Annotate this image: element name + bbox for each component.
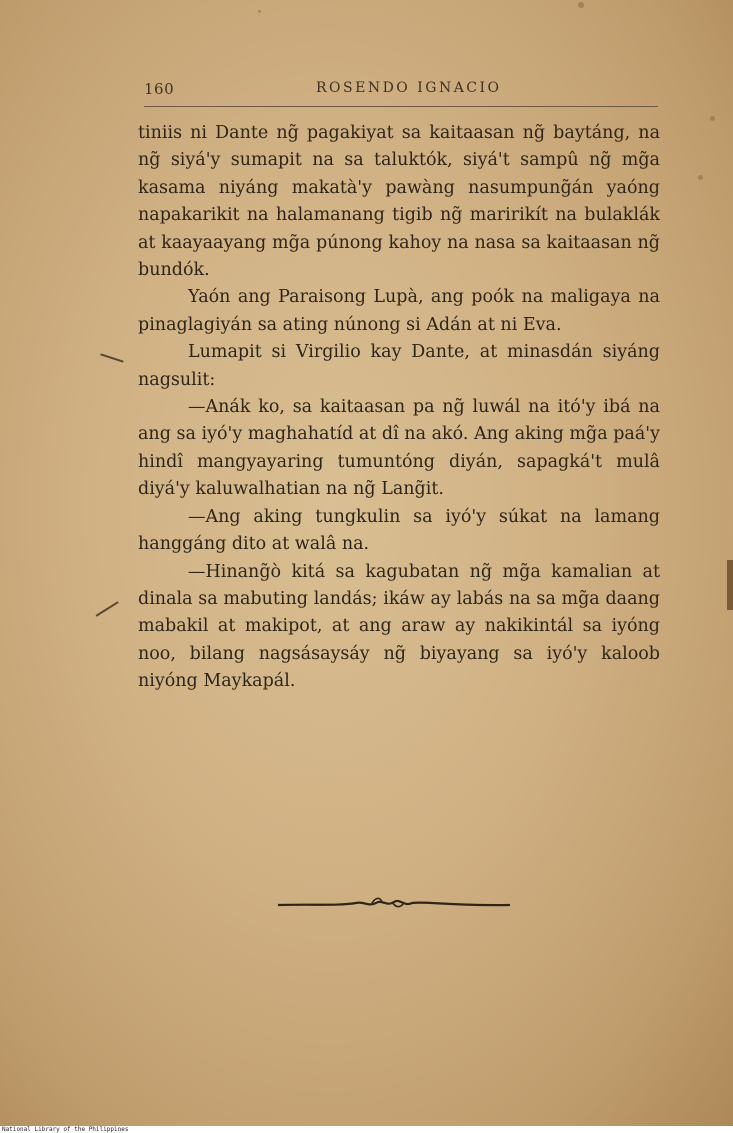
body-text: [138, 120, 660, 696]
margin-pencil-mark: [96, 601, 119, 616]
stain-mark: [710, 116, 715, 121]
paragraph: tiniis ni Dante ng̃ pagakiyat sa kaitaasan ng̃ baytáng, na ng̃ siyá'y sumapit na sa taluktók, siyá't sampû ng̃ mg̃a kasama niyáng makatà'y pawàng nasumpung̃án yaóng napakarikit na halamanang tigib ng̃ maririkít na bulaklák at kaayaayang mg̃a púnong kahoy na nasa sa kaitaasan ng̃ bundók.: [138, 123, 660, 281]
page-header: [144, 80, 658, 107]
page-number: 160: [144, 80, 175, 98]
stain-mark: [698, 175, 703, 180]
stain-mark: [258, 10, 261, 13]
page-edge-mark: [727, 560, 733, 610]
paragraph: Yaón ang Paraisong Lupà, ang poók na maligaya na pinaglagiyán sa ating núnong si Adán at ni Eva.: [138, 287, 660, 335]
paragraph: —Hinang̃ò kitá sa kagubatan ng̃ mg̃a kamalian at dinala sa mabuting landás; ikáw ay labás na sa mg̃a daang mabakil at makipot, at ang araw ay nakikintál sa iyóng noo, bilang nagsásaysáy ng̃ biyayang sa iyó'y kaloob niyóng Maykapál.: [138, 561, 660, 692]
end-ornament-icon: [276, 893, 512, 915]
paragraph: —Anák ko, sa kaitaasan pa ng̃ luwál na itó'y ibá na ang sa iyó'y maghahatíd at dî na akó. Ang aking mg̃a paá'y hindî mangyayaring tumuntóng diyán, sapagká't mulâ diyá'y kaluwalhatian na ng̃ Lang̃it.: [138, 397, 660, 500]
paragraph: —Ang aking tungkulin sa iyó'y súkat na lamang hanggáng dito at walâ na.: [138, 506, 660, 555]
running-title: ROSENDO IGNACIO: [316, 80, 502, 96]
margin-pencil-mark: [100, 353, 123, 362]
footer-credit: National Library of the Philippines: [0, 1126, 733, 1133]
stain-mark: [578, 2, 584, 8]
paragraph: Lumapit si Virgilio kay Dante, at minasdán siyáng nagsulit:: [138, 342, 660, 390]
